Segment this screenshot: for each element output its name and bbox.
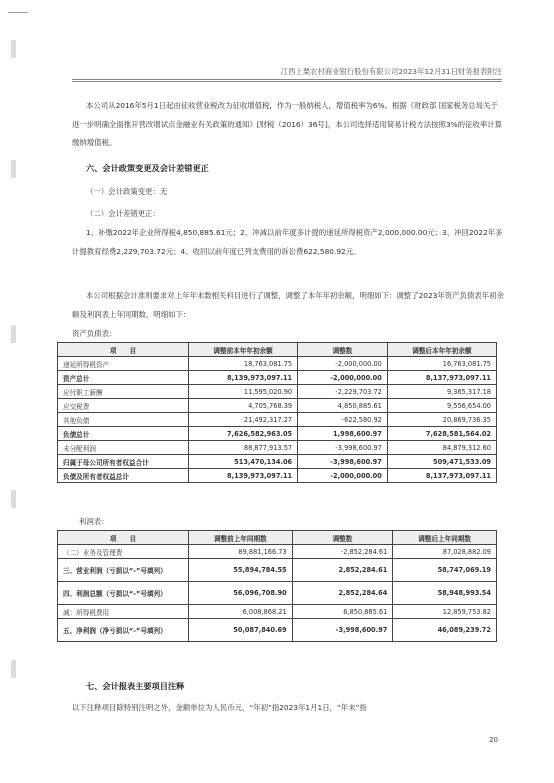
- table-cell: 其他负债: [58, 413, 189, 427]
- table-cell: 应付职工薪酬: [58, 385, 189, 399]
- table-cell: -2,000,000.00: [298, 371, 388, 385]
- table-row: [58, 545, 497, 559]
- table-cell: 9,556,654.00: [387, 399, 496, 413]
- table-caption: 利润表：: [79, 517, 109, 526]
- table-row: [58, 399, 497, 413]
- table-cell: -2,852,284.61: [292, 545, 393, 559]
- column-header: 项 目: [58, 531, 189, 545]
- table-cell: 负债总计: [58, 427, 189, 441]
- tax-paragraph: 本公司从2016年5月1日起由征收营业税改为征收增值税，作为一般纳税人，增值税率为6%。根据《财政部 国家税务总局关于进一步明确全面推开营改增试点金融业有关政策的通知》[财税（2016）36号]，本公司选择适用简易计税方法按照3%的征收率计算缴纳增值税。: [72, 101, 503, 147]
- table-cell: 50,087,840.69: [189, 619, 293, 642]
- column-header: 调整数: [292, 531, 393, 545]
- table-cell: 8,139,973,097.11: [189, 469, 298, 483]
- scan-mark: [8, 12, 28, 13]
- section-heading: 六、会计政策变更及会计差错更正: [86, 163, 209, 173]
- table-cell: 8,139,973,097.11: [189, 371, 298, 385]
- table-cell: 18,763,081.75: [189, 357, 298, 371]
- table-cell: 未分配利润: [58, 441, 189, 455]
- table-cell: 11,595,020.90: [189, 385, 298, 399]
- binding-mark: [11, 325, 16, 343]
- binding-mark: [11, 660, 16, 678]
- header-rule: [72, 81, 502, 82]
- correction-paragraph: 1、补缴2022年企业所得税4,850,885.61元；2、冲减以前年度多计提的递延所得税资产2,000,000.00元；3、冲回2022年多计提教育经费2,229,703.72元；4、收回以前年度已列支费用的诉讼费622,580.92元。: [72, 228, 503, 256]
- table-cell: 88,877,913.57: [189, 441, 298, 455]
- table-cell: 21,492,317.27: [189, 413, 298, 427]
- table-cell: 四、利润总额（亏损以“-”号填列）: [58, 582, 189, 605]
- adjustment-paragraph: 本公司根据会计准则要求对上年年末数相关科目进行了调整，调整了本年年初余额，明细如下：调整了2023年资产负债表年初余额及利润表上年同期数，明细如下：: [72, 291, 504, 319]
- table-cell: -2,000,000.00: [298, 469, 388, 483]
- running-header: 江西上栗农村商业银行股份有限公司2023年12月31日财务报表附注: [280, 67, 502, 76]
- table-row: [58, 371, 497, 385]
- table-cell: 三、营业利润（亏损以“-”号填列）: [58, 559, 189, 582]
- table-caption: 资产负债表：: [72, 329, 117, 338]
- table-cell: 资产总计: [58, 371, 189, 385]
- table-cell: 16,763,081.75: [387, 357, 496, 371]
- table-cell: 56,096,708.90: [189, 582, 293, 605]
- table-cell: 7,628,581,564.02: [387, 427, 496, 441]
- table-cell: -3,998,600.97: [298, 455, 388, 469]
- table-cell: 46,089,239.72: [393, 619, 497, 642]
- column-header: 调整前上年同期数: [189, 531, 293, 545]
- column-header: 调整数: [298, 343, 388, 357]
- table-cell: 513,470,134.06: [189, 455, 298, 469]
- notes-intro: 以下注释项目除特别注明之外，金额单位为人民币元，“年初”指2023年1月1日，“年末”指: [72, 703, 367, 712]
- column-header: 项 目: [58, 343, 189, 357]
- table-cell: 55,894,784.55: [189, 559, 293, 582]
- column-header: 调整后上年同期数: [393, 531, 497, 545]
- table-cell: 4,850,885.61: [298, 399, 388, 413]
- table-cell: 2,852,284.64: [292, 582, 393, 605]
- table-cell: -3,998,600.97: [298, 441, 388, 455]
- table-cell: -3,998,600.97: [292, 619, 393, 642]
- table-row: [58, 605, 497, 619]
- table-row: [58, 441, 497, 455]
- table-cell: 12,859,753.82: [393, 605, 497, 619]
- table-cell: 7,626,582,963.05: [189, 427, 298, 441]
- table-cell: 五、净利润（净亏损以“-”号填列）: [58, 619, 189, 642]
- subsection-line: （二）会计差错更正：: [86, 209, 160, 218]
- table-row: [58, 455, 497, 469]
- column-header: 调整前本年年初余额: [189, 343, 298, 357]
- table-row: [58, 582, 497, 605]
- page-number: 20: [489, 736, 498, 744]
- column-header: 调整后本年年初余额: [387, 343, 496, 357]
- binding-mark: [11, 40, 16, 58]
- table-row: [58, 469, 497, 483]
- table-cell: 58,747,069.19: [393, 559, 497, 582]
- table-cell: （二）业务及管理费: [58, 545, 189, 559]
- table-cell: -622,580.92: [298, 413, 388, 427]
- table-cell: 87,028,882.09: [393, 545, 497, 559]
- table-row: [58, 559, 497, 582]
- table-cell: 8,137,973,097.11: [387, 371, 496, 385]
- table-row: [58, 357, 497, 371]
- table-row: [58, 413, 497, 427]
- section-heading: 七、会计报表主要项目注释: [86, 681, 185, 691]
- table-cell: 减：所得税费用: [58, 605, 189, 619]
- binding-mark: [11, 490, 16, 508]
- balance-sheet-table: [57, 342, 497, 483]
- table-cell: 负债及所有者权益总计: [58, 469, 189, 483]
- header-rule: [72, 79, 502, 80]
- table-cell: -2,000,000.00: [298, 357, 388, 371]
- table-row: [58, 385, 497, 399]
- table-cell: 应交税费: [58, 399, 189, 413]
- table-cell: 9,365,317.18: [387, 385, 496, 399]
- table-cell: 4,705,768.39: [189, 399, 298, 413]
- table-cell: 6,850,885.61: [292, 605, 393, 619]
- subsection-line: （一）会计政策变更：无: [86, 187, 168, 196]
- table-cell: 89,881,166.73: [189, 545, 293, 559]
- table-row: [58, 619, 497, 642]
- table-cell: -2,229,703.72: [298, 385, 388, 399]
- table-cell: 509,471,533.09: [387, 455, 496, 469]
- table-cell: 归属于母公司所有者权益合计: [58, 455, 189, 469]
- table-cell: 递延所得税资产: [58, 357, 189, 371]
- binding-mark: [11, 160, 16, 178]
- table-cell: 2,852,284.61: [292, 559, 393, 582]
- table-cell: 1,998,600.97: [298, 427, 388, 441]
- table-cell: 84,879,312.60: [387, 441, 496, 455]
- table-cell: 58,948,993.54: [393, 582, 497, 605]
- table-row: [58, 427, 497, 441]
- table-cell: 8,137,973,097.11: [387, 469, 496, 483]
- table-cell: 6,008,868.21: [189, 605, 293, 619]
- table-cell: 20,869,736.35: [387, 413, 496, 427]
- income-statement-table: [57, 530, 497, 642]
